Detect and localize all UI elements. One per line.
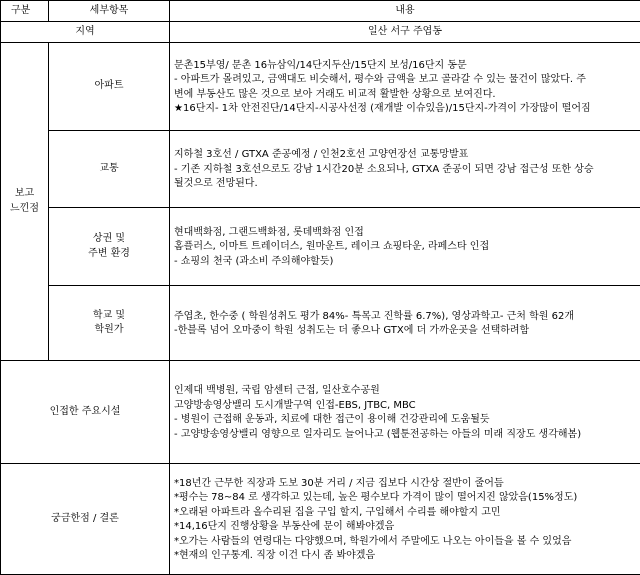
apt-line: ★16단지- 1차 안전진단/14단지-시공사선정 (재개발 이슈있음)/15단지-가격이 가장많이 떨어짐 xyxy=(174,102,640,117)
questions-line: *평수는 78~84 로 생각하고 있는데, 높은 평수보다 가격이 많이 떨어지진 않았음(15%정도) xyxy=(174,491,640,506)
facilities-label xyxy=(1,361,170,464)
commerce-row xyxy=(1,208,640,286)
facilities-line: - 고양방송영상밸리 영향으로 일자리도 늘어나고 (웹툰전공하는 아들의 미래 직장도 생각해봄) xyxy=(174,428,640,443)
commerce-line: 현대백화점, 그랜드백화점, 롯데백화점 인접 xyxy=(174,226,640,241)
facilities-line: 인제대 백병원, 국립 암센터 근접, 일산호수공원 xyxy=(174,384,640,399)
transport-row xyxy=(1,131,640,208)
transport-line: 지하철 3호선 / GTXA 준공예정 / 인천2호선 고양연장선 교통망발표 xyxy=(174,148,640,163)
facilities-line: - 병원이 근접해 운동과, 치료에 대한 접근이 용이해 건강관리에 도움될듯 xyxy=(174,413,640,428)
questions-line: *18년간 근무한 직장과 도보 30분 거리 / 지금 집보다 시간상 절반이 줄어듬 xyxy=(174,477,640,492)
facilities-label-line: 인접한 주요시설 xyxy=(1,405,169,420)
header-subitem: 세부항목 xyxy=(49,1,170,22)
apt-row xyxy=(1,43,640,131)
school-label-line: 학원가 xyxy=(49,323,169,338)
questions-line: *오가는 사람들의 연령대는 다양했으며, 학원가에서 주말에도 나오는 아이들을 볼 수 있었음 xyxy=(174,535,640,550)
apt-line: - 아파트가 몰려있고, 금액대도 비슷해서, 평수와 금액을 보고 골라갈 수 있는 물건이 많았다. 주 xyxy=(174,73,640,88)
facilities-row xyxy=(1,361,640,464)
facilities-line: 고양방송영상밸리 도시개발구역 인접-EBS, JTBC, MBC xyxy=(174,399,640,414)
region-label: 지역 xyxy=(1,22,170,43)
school-line: -한블록 넘어 오마중이 학원 성취도는 더 좋으나 GTX에 더 가까운곳을 선택하려함 xyxy=(174,324,640,339)
group-label-line: 느낀점 xyxy=(1,202,48,217)
header-row xyxy=(1,1,640,22)
questions-line: *오래된 아파트라 올수리된 집을 구입 할지, 구입해서 수리를 해야할지 고민 xyxy=(174,506,640,521)
questions-line: *14,16단지 진행상황을 부동산에 문이 해봐야겠음 xyxy=(174,520,640,535)
group-label xyxy=(1,43,49,361)
school-label-line: 학교 및 xyxy=(49,309,169,324)
apt-label xyxy=(49,43,170,131)
transport-content xyxy=(170,131,640,208)
header-content: 내용 xyxy=(170,1,640,22)
transport-label xyxy=(49,131,170,208)
apt-line: 변에 부동산도 많은 것으로 보아 거래도 비교적 활발한 상황으로 보여진다. xyxy=(174,88,640,103)
transport-line: 될것으로 전망된다. xyxy=(174,177,640,192)
apt-content xyxy=(170,43,640,131)
questions-line: *현재의 인구통계. 직장 이건 다시 좀 봐야겠음 xyxy=(174,549,640,564)
region-row xyxy=(1,22,640,43)
facilities-content xyxy=(170,361,640,464)
commerce-line: - 쇼핑의 천국 (과소비 주의해야할듯) xyxy=(174,255,640,270)
commerce-line: 홈플러스, 이마트 트레이더스, 원마운트, 레이크 쇼핑타운, 라페스타 인접 xyxy=(174,240,640,255)
commerce-label-line: 상권 및 xyxy=(49,232,169,247)
commerce-label xyxy=(49,208,170,286)
questions-label-line: 궁금한점 / 결론 xyxy=(1,512,169,527)
school-line: 주엽초, 한수중 ( 학원성취도 평가 84%- 특목고 진학률 6.7%), 영상과학고- 근처 학원 62개 xyxy=(174,310,640,325)
school-row xyxy=(1,286,640,361)
commerce-content xyxy=(170,208,640,286)
transport-line: - 기존 지하철 3호선으로도 강남 1시간20분 소요되나, GTXA 준공이 되면 강남 접근성 또한 상승 xyxy=(174,163,640,178)
questions-row xyxy=(1,464,640,575)
questions-label xyxy=(1,464,170,575)
group-label-line: 보고 xyxy=(1,187,48,202)
region-value: 일산 서구 주엽동 xyxy=(170,22,640,43)
apt-line: 문촌15부영/ 문촌 16뉴삼익/14단지두산/15단지 보성/16단지 동문 xyxy=(174,59,640,74)
questions-content xyxy=(170,464,640,575)
transport-label-line: 교통 xyxy=(49,162,169,177)
school-label xyxy=(49,286,170,361)
commerce-label-line: 주변 환경 xyxy=(49,247,169,262)
apt-label-line: 아파트 xyxy=(49,79,169,94)
school-content xyxy=(170,286,640,361)
header-category: 구분 xyxy=(1,1,49,22)
